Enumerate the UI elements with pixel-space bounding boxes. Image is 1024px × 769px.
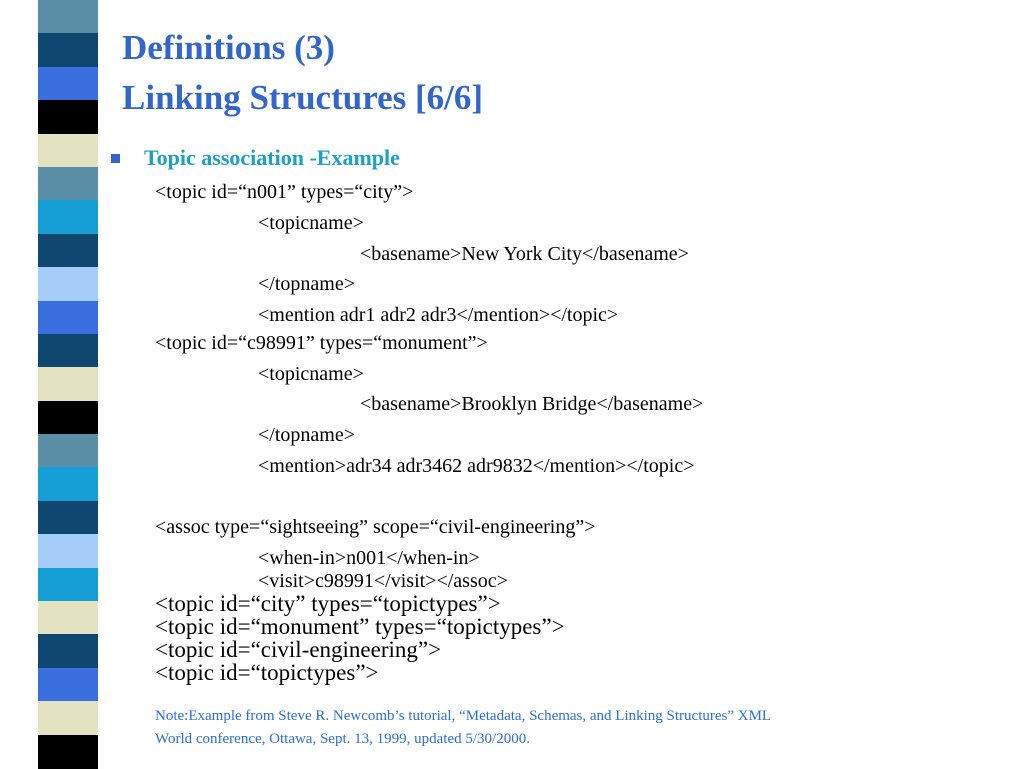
stripe-segment	[38, 134, 98, 168]
code-line: <topic id=“topictypes”>	[155, 660, 379, 685]
code-line: <mention>adr34 adr3462 adr9832</mention></topic>	[258, 455, 695, 477]
stripe-segment	[38, 634, 98, 668]
code-line: <topicname>	[258, 212, 364, 234]
stripe-segment	[38, 301, 98, 335]
stripe-segment	[38, 267, 98, 301]
stripe-segment	[38, 200, 98, 234]
code-line: <topic id=“city” types=“topictypes”>	[155, 591, 501, 616]
code-line: <basename>Brooklyn Bridge</basename>	[360, 393, 704, 415]
code-line: <topic id=“c98991” types=“monument”>	[155, 332, 488, 354]
stripe-segment	[38, 67, 98, 101]
code-line: <topicname>	[258, 363, 364, 385]
stripe-segment	[38, 568, 98, 602]
stripe-segment	[38, 701, 98, 735]
code-line: <topic id=“n001” types=“city”>	[155, 181, 414, 203]
stripe-segment	[38, 33, 98, 67]
bullet-square-icon	[111, 154, 120, 163]
code-line: <basename>New York City</basename>	[360, 243, 689, 265]
footnote-line-1: Note:Example from Steve R. Newcomb’s tutorial, “Metadata, Schemas, and Linking Structures” XML	[155, 708, 772, 724]
footnote-line-2: World conference, Ottawa, Sept. 13, 1999, updated 5/30/2000.	[155, 731, 530, 747]
stripe-segment	[38, 367, 98, 401]
code-line: <topic id=“monument” types=“topictypes”>	[155, 614, 565, 639]
code-line: <topic id=“civil-engineering”>	[155, 637, 442, 662]
stripe-segment	[38, 501, 98, 535]
stripe-segment	[38, 735, 98, 769]
stripe-segment	[38, 601, 98, 635]
stripe-segment	[38, 668, 98, 702]
stripe-segment	[38, 534, 98, 568]
slide-title-line-1: Definitions (3)	[122, 28, 335, 67]
slide-title-line-2: Linking Structures [6/6]	[122, 78, 484, 117]
code-line: <mention adr1 adr2 adr3</mention></topic>	[258, 304, 619, 326]
code-line: </topname>	[258, 424, 355, 446]
stripe-segment	[38, 467, 98, 501]
stripe-segment	[38, 167, 98, 201]
stripe-segment	[38, 334, 98, 368]
code-line: <when-in>n001</when-in>	[258, 547, 480, 569]
stripe-segment	[38, 0, 98, 34]
code-line: <assoc type=“sightseeing” scope=“civil-engineering”>	[155, 516, 596, 538]
stripe-segment	[38, 434, 98, 468]
decorative-stripe-bar	[38, 0, 98, 768]
stripe-segment	[38, 401, 98, 435]
stripe-segment	[38, 100, 98, 134]
code-line: <visit>c98991</visit></assoc>	[258, 570, 508, 592]
code-line: </topname>	[258, 273, 355, 295]
stripe-segment	[38, 234, 98, 268]
bullet-heading: Topic association -Example	[144, 145, 400, 170]
